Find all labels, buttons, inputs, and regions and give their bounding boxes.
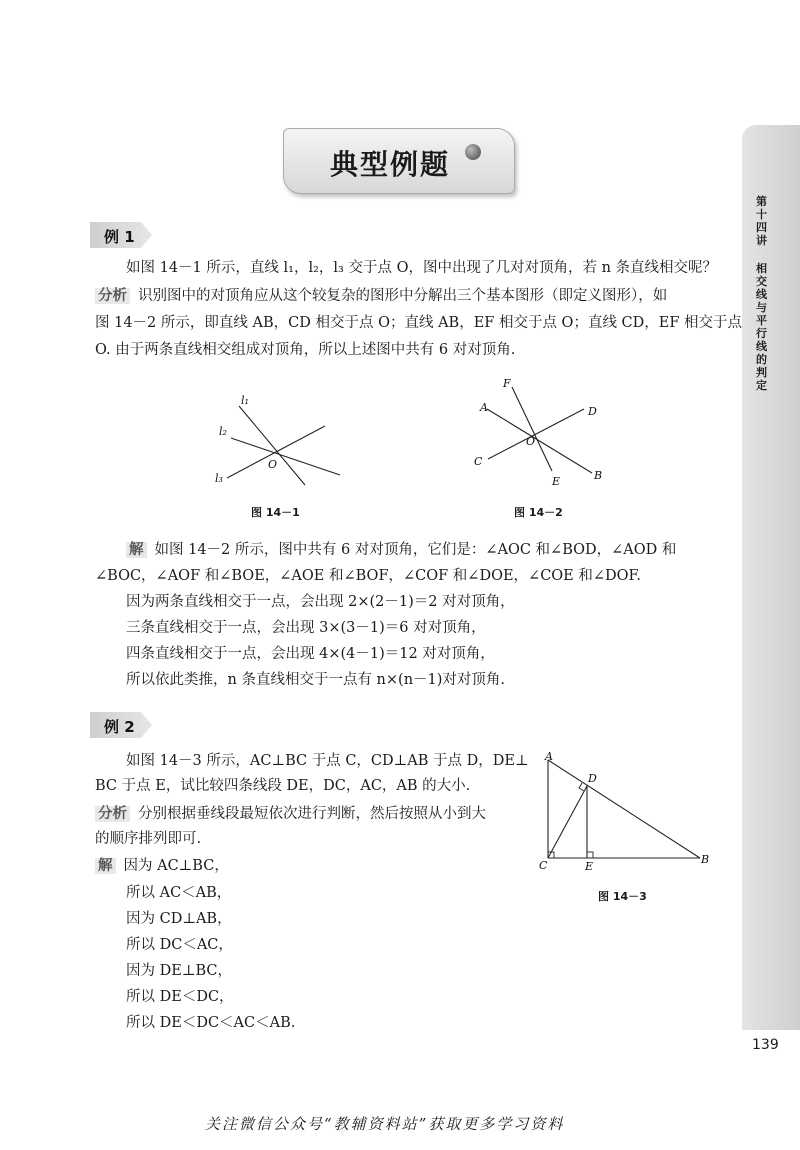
line-cd: [488, 409, 584, 459]
right-angle-d: [579, 783, 584, 791]
label-b: B: [701, 853, 710, 866]
label-l2: l₂: [219, 425, 227, 438]
label-o: O: [268, 458, 278, 471]
analysis-label: 分析: [95, 288, 130, 304]
figure-14-1: [205, 390, 345, 495]
figure-14-3-caption: 图 14－3: [598, 890, 647, 903]
label-l1: l₁: [241, 394, 249, 407]
example1-analysis-1: 分析 识别图中的对顶角应从这个较复杂的图形中分解出三个基本图形（即定义图形），如: [95, 286, 667, 306]
example2-step: 因为 CD⊥AB，: [126, 911, 232, 927]
example2-step: 所以 DE＜DC＜AC＜AB.: [126, 1015, 296, 1031]
example1-question: 如图 14－1 所示，直线 l₁，l₂，l₃ 交于点 O，图中出现了几对对顶角，若 n 条直线相交呢？: [126, 260, 718, 276]
example1-solution-1: 解 如图 14－2 所示，图中共有 6 对对顶角，它们是：∠AOC 和∠BOD，∠AOD 和: [126, 540, 676, 560]
example1-analysis-2: 图 14－2 所示，即直线 AB，CD 相交于点 O；直线 AB，EF 相交于点 O；直线 CD，EF 相交于点: [95, 315, 743, 331]
figure-14-2: [470, 375, 610, 490]
side-tab-chapter: 第十四讲: [756, 195, 767, 247]
label-c: C: [539, 859, 548, 872]
label-f: F: [503, 377, 511, 390]
example1-analysis-3: O. 由于两条直线相交组成对顶角，所以上述图中共有 6 对对顶角.: [95, 342, 516, 358]
example2-solution-1: 解 因为 AC⊥BC，: [95, 856, 229, 876]
example1-solution-5: 四条直线相交于一点，会出现 4×(4－1)＝12 对对顶角，: [126, 646, 495, 662]
footer-note: 关注微信公众号“教辅资料站”获取更多学习资料: [205, 1115, 565, 1133]
figure-14-1-caption: 图 14－1: [251, 506, 300, 519]
line-ab: [487, 409, 592, 473]
line-l1: [239, 406, 305, 485]
figure-14-3: [535, 750, 715, 875]
label-d: D: [588, 772, 597, 785]
example2-question-1: 如图 14－3 所示，AC⊥BC 于点 C，CD⊥AB 于点 D，DE⊥: [126, 753, 529, 769]
example2-step: 因为 DE⊥BC，: [126, 963, 232, 979]
segment-cd: [548, 786, 587, 858]
example2-step: 所以 DC＜AC，: [126, 937, 233, 953]
side-tab: [742, 125, 800, 1030]
example2-analysis-2: 的顺序排列即可.: [95, 831, 202, 847]
example1-tag: 例 1: [104, 228, 135, 246]
label-e: E: [552, 475, 561, 488]
analysis-label: 分析: [95, 806, 130, 822]
page-title: 典型例题: [330, 148, 451, 181]
label-c: C: [474, 455, 483, 468]
line-l2: [231, 438, 340, 475]
example2-question-2: BC 于点 E，试比较四条线段 DE，DC，AC，AB 的大小.: [95, 778, 471, 794]
example1-solution-2: ∠BOC，∠AOF 和∠BOE，∠AOE 和∠BOF，∠COF 和∠DOE，∠COE 和∠DOF.: [95, 568, 641, 584]
label-b: B: [594, 469, 603, 482]
example1-solution-4: 三条直线相交于一点，会出现 3×(3－1)＝6 对对顶角，: [126, 620, 486, 636]
label-o: O: [526, 435, 536, 448]
figure-14-2-caption: 图 14－2: [514, 506, 563, 519]
label-a: A: [545, 750, 553, 763]
header-orb: [465, 144, 481, 160]
example2-step: 所以 DE＜DC，: [126, 989, 234, 1005]
side-tab-topic: 相交线与平行线的判定: [756, 262, 767, 392]
solution-label: 解: [95, 858, 116, 874]
example2-step: 所以 AC＜AB，: [126, 885, 232, 901]
label-d: D: [588, 405, 597, 418]
example1-solution-3: 因为两条直线相交于一点，会出现 2×(2－1)＝2 对对顶角，: [126, 594, 515, 610]
page-number: 139: [752, 1037, 779, 1053]
label-l3: l₃: [215, 472, 223, 485]
segment-ab: [548, 760, 700, 858]
example1-solution-6: 所以依此类推，n 条直线相交于一点有 n×(n－1)对对顶角.: [126, 672, 506, 688]
solution-label: 解: [126, 542, 147, 558]
example2-tag: 例 2: [104, 718, 135, 736]
label-e: E: [585, 860, 594, 873]
label-a: A: [480, 401, 488, 414]
right-angle-e: [587, 852, 593, 858]
example2-analysis-1: 分析 分别根据垂线段最短依次进行判断，然后按照从小到大: [95, 804, 486, 824]
